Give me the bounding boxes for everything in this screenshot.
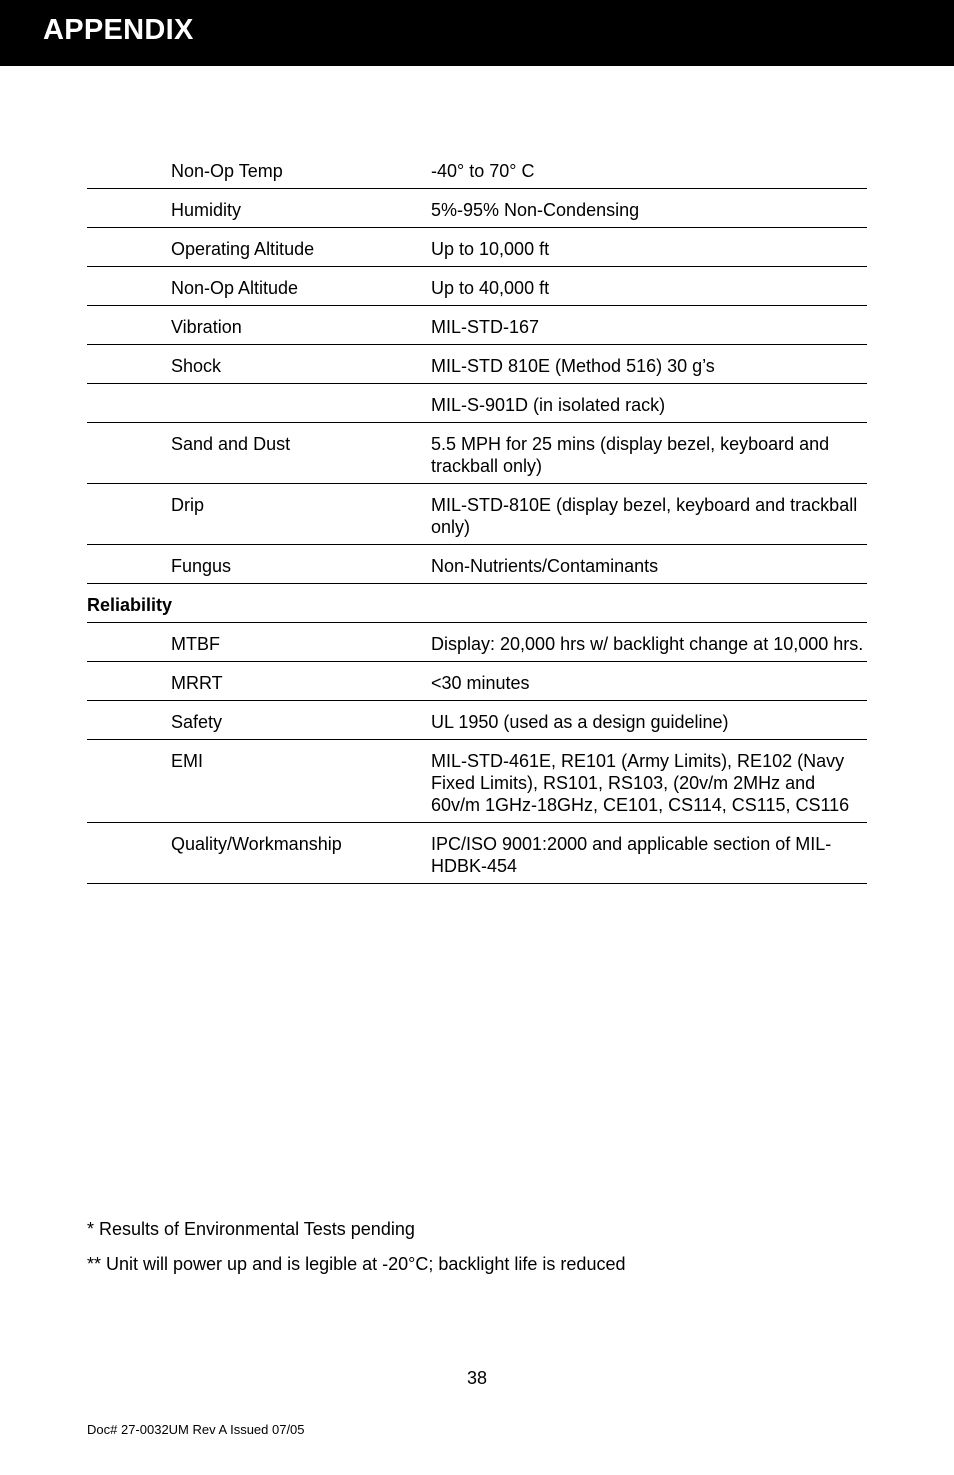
spec-value: 5.5 MPH for 25 mins (display bezel, keyboard and trackball only) — [431, 434, 830, 476]
spec-row — [87, 823, 867, 884]
spec-row — [87, 384, 867, 423]
section-heading: Reliability — [87, 595, 173, 615]
spec-value: MIL-STD-167 — [431, 317, 540, 337]
spec-label: MTBF — [171, 634, 220, 654]
spec-value: -40° to 70° C — [431, 161, 535, 181]
spec-label: Shock — [171, 356, 222, 376]
spec-row — [87, 306, 867, 345]
spec-row — [87, 228, 867, 267]
footnote-temperature: ** Unit will power up and is legible at -20°C; backlight life is reduced — [87, 1254, 626, 1274]
spec-value: Up to 10,000 ft — [431, 239, 550, 259]
spec-label: Safety — [171, 712, 223, 732]
document-id: Doc# 27-0032UM Rev A Issued 07/05 — [87, 1422, 305, 1437]
spec-value: MIL-STD 810E (Method 516) 30 g’s — [431, 356, 715, 376]
spec-value: Up to 40,000 ft — [431, 278, 550, 298]
spec-label: Drip — [171, 495, 205, 515]
spec-row — [87, 740, 867, 823]
spec-value: 5%-95% Non-Condensing — [431, 200, 640, 220]
spec-row — [87, 189, 867, 228]
spec-label: Non-Op Altitude — [171, 278, 299, 298]
section-header-row — [87, 584, 867, 623]
page-title: APPENDIX — [43, 14, 194, 46]
spec-value: MIL-STD-810E (display bezel, keyboard and trackball only) — [431, 495, 858, 537]
spec-value: MIL-S-901D (in isolated rack) — [431, 395, 666, 415]
spec-row — [87, 701, 867, 740]
spec-row — [87, 345, 867, 384]
footnote-environmental: * Results of Environmental Tests pending — [87, 1219, 415, 1239]
spec-label: Non-Op Temp — [171, 161, 283, 181]
spec-row — [87, 662, 867, 701]
spec-value: UL 1950 (used as a design guideline) — [431, 712, 729, 732]
spec-row — [87, 267, 867, 306]
spec-label: Sand and Dust — [171, 434, 291, 454]
spec-value: <30 minutes — [431, 673, 530, 693]
spec-value: Non-Nutrients/Contaminants — [431, 556, 659, 576]
spec-value — [431, 594, 867, 616]
header-bar — [0, 0, 954, 66]
spec-row — [87, 545, 867, 584]
spec-label: Humidity — [171, 200, 242, 220]
spec-label: Vibration — [171, 317, 242, 337]
spec-label: Quality/Workmanship — [171, 834, 342, 854]
spec-label: Fungus — [171, 556, 232, 576]
spec-label: MRRT — [171, 673, 223, 693]
spec-label: EMI — [171, 751, 204, 771]
spec-row — [87, 150, 867, 189]
spec-label: Operating Altitude — [171, 239, 315, 259]
spec-row — [87, 484, 867, 545]
spec-value: IPC/ISO 9001:2000 and applicable section of MIL-HDBK-454 — [431, 834, 832, 876]
page-number: 38 — [466, 1368, 488, 1388]
spec-value: MIL-STD-461E, RE101 (Army Limits), RE102 (Navy Fixed Limits), RS101, RS103, (20v/m 2MHz and 60v/m 1GHz-18GHz, CE101, CS114, CS115, CS116 — [431, 751, 850, 815]
spec-value: Display: 20,000 hrs w/ backlight change at 10,000 hrs. — [431, 634, 864, 654]
spec-table — [87, 150, 867, 884]
spec-row — [87, 423, 867, 484]
spec-row — [87, 623, 867, 662]
